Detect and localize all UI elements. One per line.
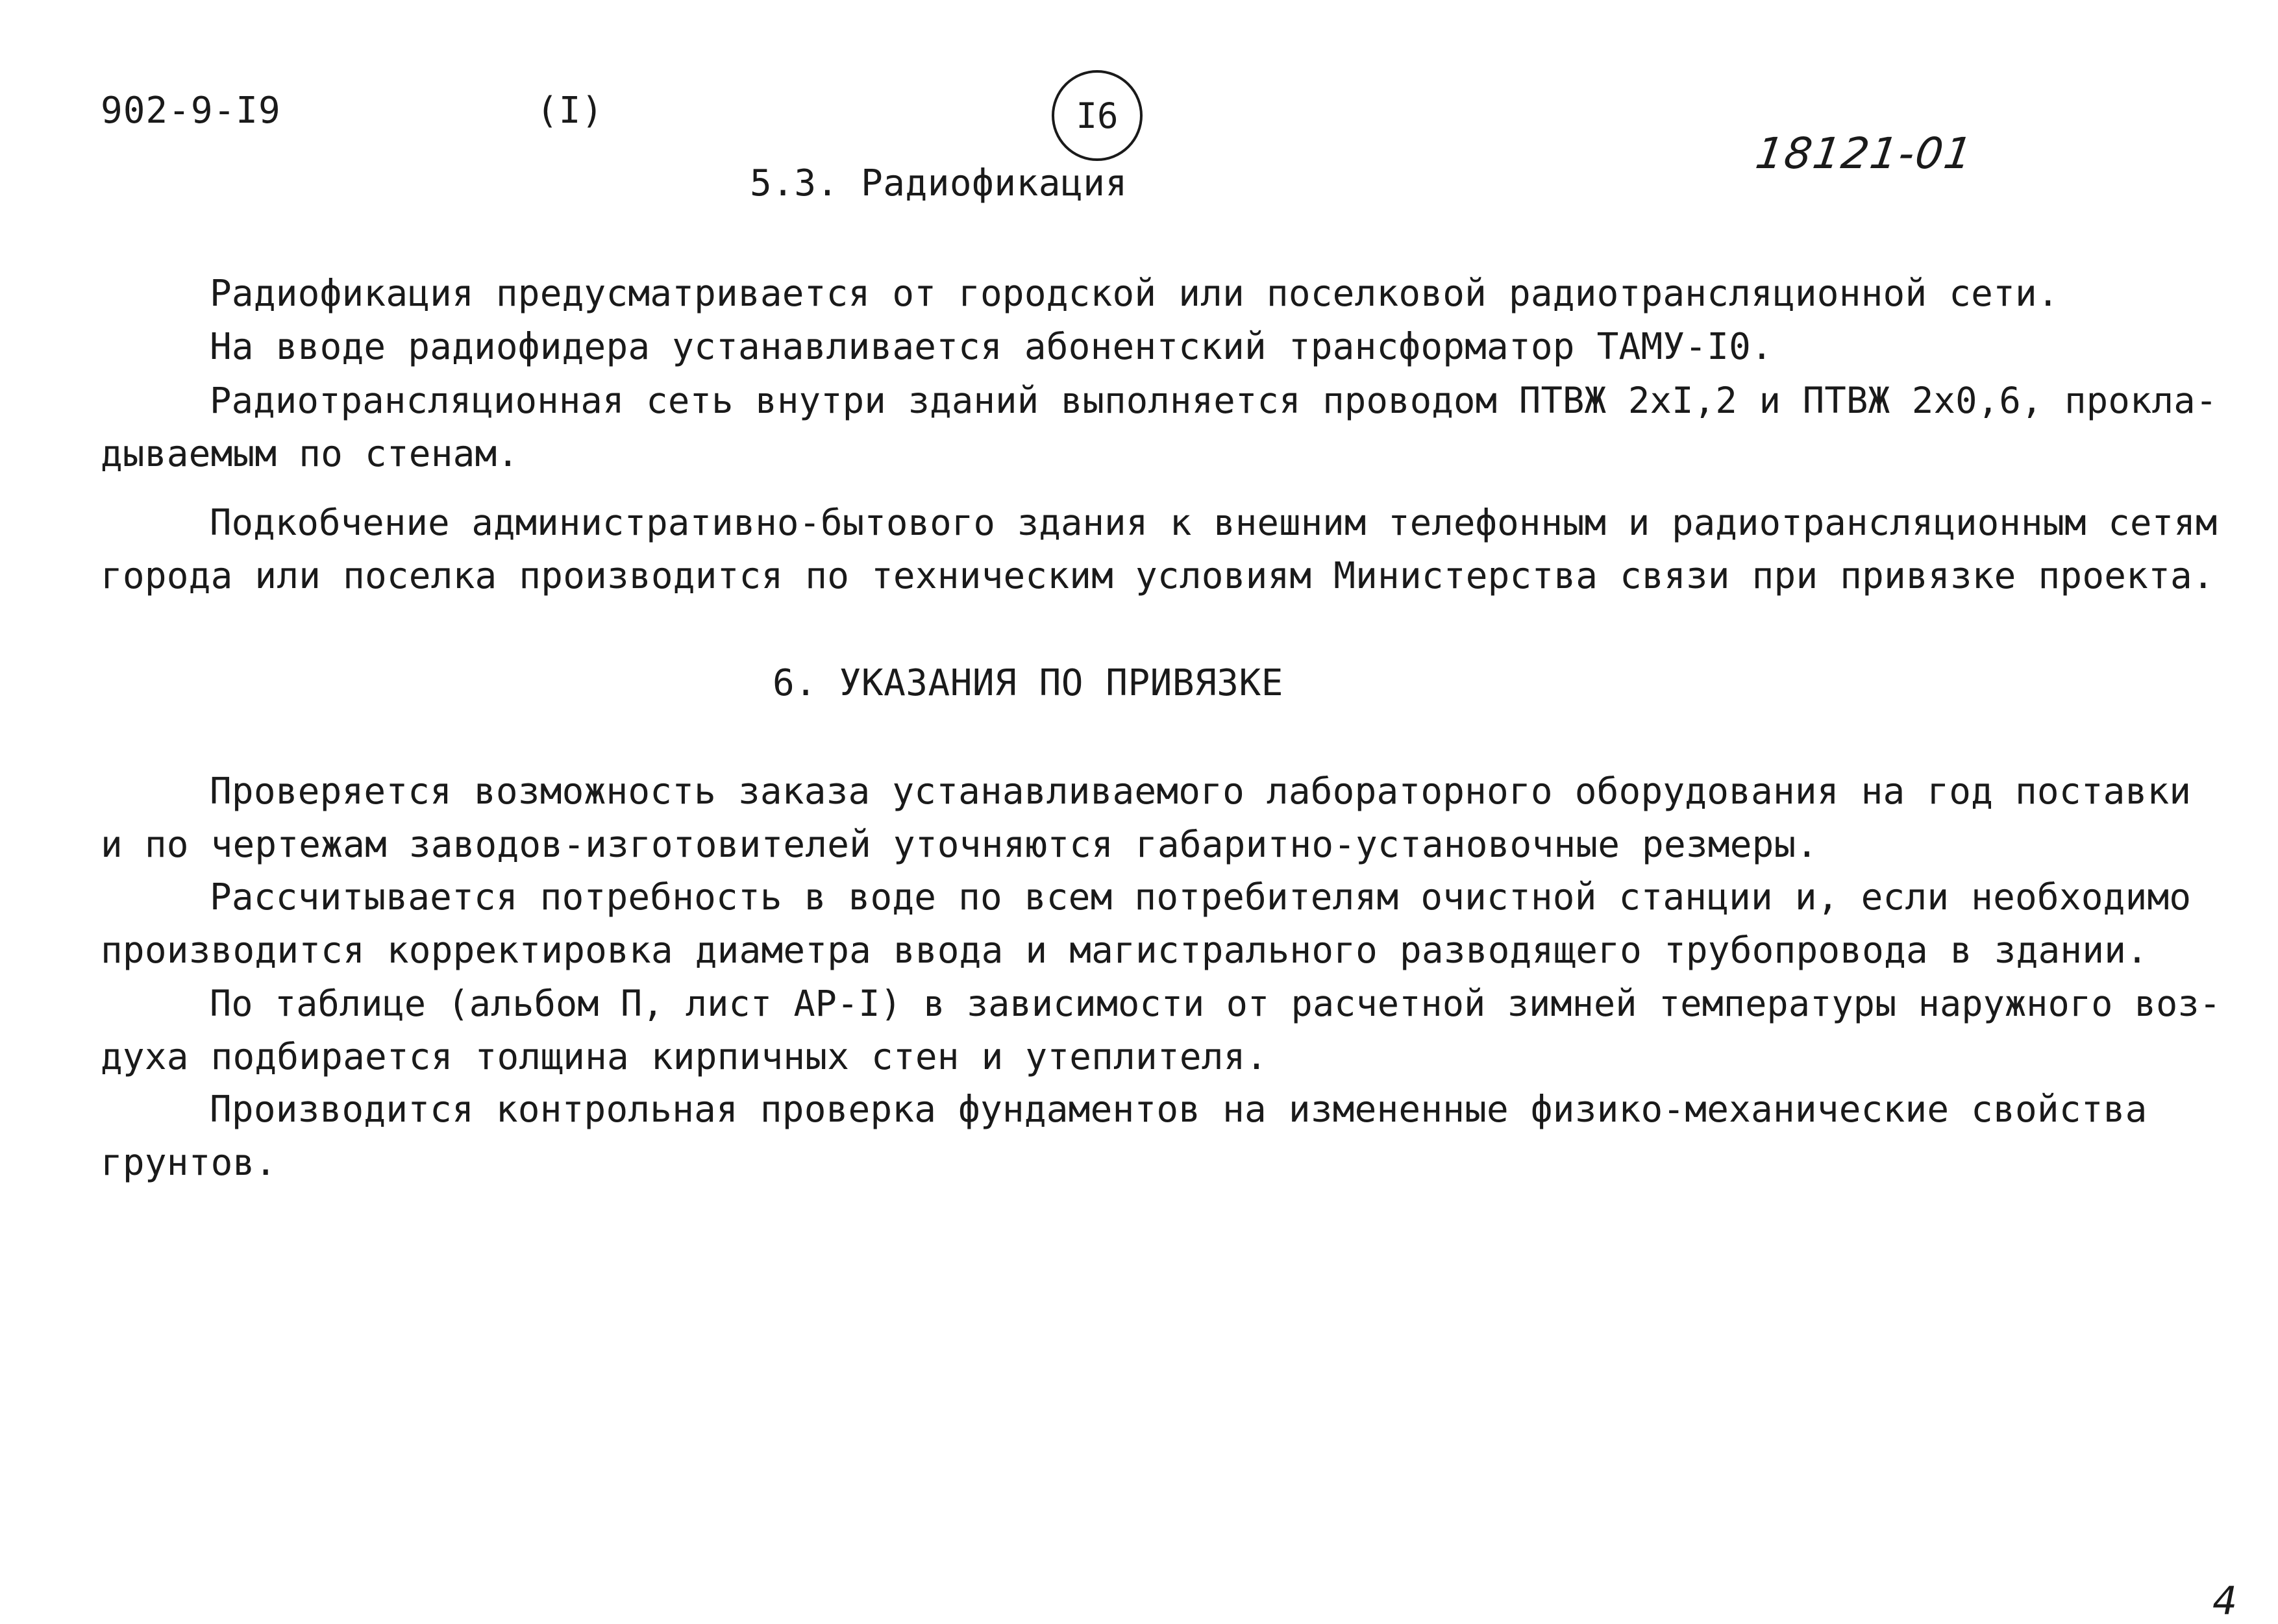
paragraph-line: духа подбирается толщина кирпичных стен и утеплителя. — [101, 1036, 1268, 1078]
part-number: (I) — [536, 90, 604, 132]
paragraph-line: города или поселка производится по техническим условиям Министерства связи при привязке проекта. — [101, 555, 2214, 597]
page-number: I6 — [1076, 95, 1119, 136]
section-6-title: 6. УКАЗАНИЯ ПО ПРИВЯЗКЕ — [773, 662, 1283, 704]
document-code: 902-9-I9 — [101, 90, 281, 132]
paragraph-line: Производится контрольная проверка фундаментов на измененные физико-механические свойства — [210, 1089, 2148, 1131]
paragraph-line: Рассчитывается потребность в воде по всем потребителям очистной станции и, если необходимо — [210, 876, 2192, 918]
paragraph-line: дываемым по стенам. — [101, 433, 519, 475]
paragraph-line: производится корректировка диаметра ввода и магистрального разводящего трубопровода в здании. — [101, 929, 2149, 972]
paragraph-line: грунтов. — [101, 1142, 277, 1184]
inventory-number: 18121-01 — [1752, 129, 1977, 178]
paragraph-line: Радиотрансляционная сеть внутри зданий выполняется проводом ПТВЖ 2хI,2 и ПТВЖ 2х0,6, прокла- — [210, 380, 2218, 422]
paragraph-line: Радиофикация предусматривается от городской или поселковой радиотрансляционной сети. — [210, 273, 2059, 315]
paragraph-line: На вводе радиофидера устанавливается абонентский трансформатор ТАМУ-I0. — [210, 326, 1773, 368]
paragraph-line: По таблице (альбом П, лист АР-I) в зависимости от расчетной зимней температуры наружного воз- — [210, 983, 2222, 1024]
page-number-circle — [1052, 70, 1143, 161]
paragraph-line: Проверяется возможность заказа устанавливаемого лабораторного оборудования на год поставки — [210, 770, 2192, 813]
corner-mark: 4 — [2212, 1579, 2238, 1624]
paragraph-line: и по чертежам заводов-изготовителей уточняются габаритно-установочные резмеры. — [101, 824, 1818, 866]
section-5-3-title: 5.3. Радиофикация — [750, 162, 1128, 204]
paragraph-line: Подкобчение административно-бытового здания к внешним телефонным и радиотрансляционным сетям — [210, 502, 2218, 544]
